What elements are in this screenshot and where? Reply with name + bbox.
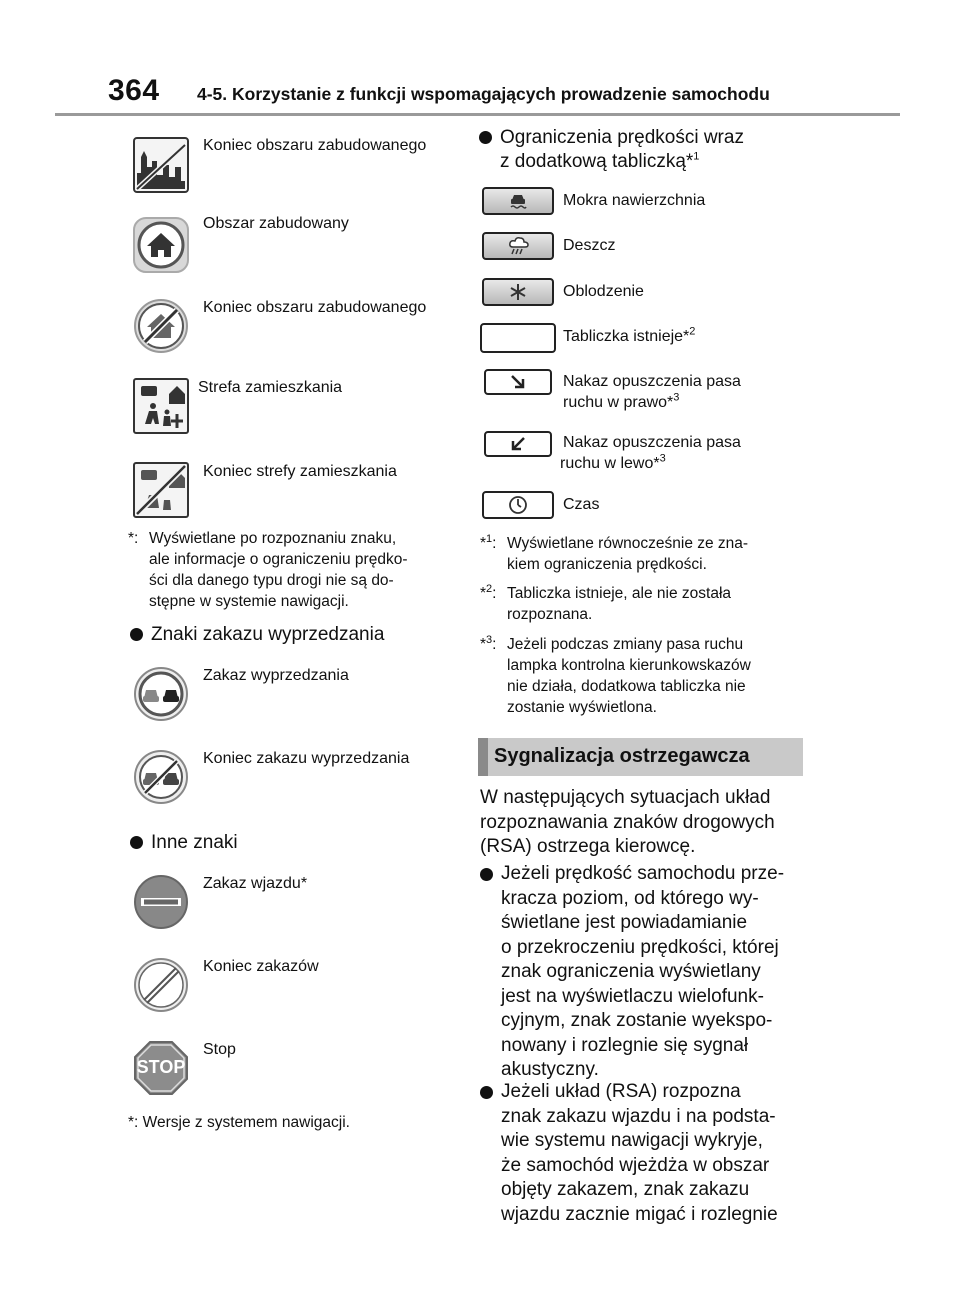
section-bar xyxy=(478,738,488,776)
plate-label: Nakaz opuszczenia pasa ruchu w prawo*$^3$ xyxy=(563,373,741,411)
section-header xyxy=(478,738,803,776)
page-number: 364 xyxy=(108,74,160,107)
plate-ice xyxy=(482,278,554,306)
sign-label: Stop xyxy=(203,1041,236,1058)
plate-label: Tabliczka istnieje*$^2$ xyxy=(563,325,696,345)
blank-plate-icon xyxy=(480,323,556,353)
chapter-title: 4-5. Korzystanie z funkcji wspomagających prowadzenie samochodu xyxy=(197,84,770,104)
plate-time xyxy=(482,491,554,519)
end-built-up-area-house-icon xyxy=(133,298,189,359)
sign-label: Zakaz wyprzedzania xyxy=(203,667,349,684)
plate-label: Deszcz xyxy=(563,237,616,254)
built-up-area-house-icon xyxy=(133,217,189,278)
header-rule xyxy=(55,113,900,116)
plate-label: Mokra nawierzchnia xyxy=(563,192,706,209)
no-entry-icon xyxy=(133,874,189,935)
plate-label: Czas xyxy=(563,496,600,513)
bullet-icon xyxy=(480,868,493,881)
residential-zone-icon xyxy=(133,378,189,439)
end-built-up-area-city-icon xyxy=(133,137,189,198)
sign-label: Koniec zakazu wyprzedzania xyxy=(203,750,410,767)
sign-label: Koniec obszaru zabudowanego xyxy=(203,137,427,154)
plate-label: Oblodzenie xyxy=(563,283,644,300)
bullet-heading: Ograniczenia prędkości wraz z dodatkową tabliczką*$^1$ xyxy=(479,126,809,176)
end-no-overtaking-icon xyxy=(133,749,189,810)
bullet-heading: Inne znaki xyxy=(130,831,460,857)
bullet-icon xyxy=(130,628,143,641)
clock-icon xyxy=(508,495,528,515)
plate-wet-road xyxy=(482,187,554,215)
footnote: *$^2$: Tabliczka istnieje, ale nie została rozpoznana. xyxy=(480,582,732,623)
stop-sign-text: STOP xyxy=(136,1057,186,1077)
footnote: *: Wersje z systemem nawigacji. xyxy=(128,1114,350,1131)
arrow-down-left-icon xyxy=(508,435,528,453)
bullet-icon xyxy=(480,1086,493,1099)
end-residential-zone-icon xyxy=(133,462,189,523)
bullet-icon xyxy=(130,836,143,849)
plate-rain xyxy=(482,232,554,260)
intro-paragraph: W następujących sytuacjach układ rozpoznawania znaków drogowych (RSA) ostrzega kierowcę. xyxy=(480,787,775,857)
footnote-marker: *: xyxy=(128,530,139,547)
no-overtaking-icon xyxy=(133,666,189,727)
snowflake-icon xyxy=(508,282,528,302)
end-of-restrictions-icon xyxy=(133,957,189,1018)
plate-leave-lane-right xyxy=(484,369,552,395)
sign-label: Strefa zamieszkania xyxy=(198,379,343,396)
arrow-down-right-icon xyxy=(508,373,528,391)
rain-icon xyxy=(508,236,530,256)
sign-label: Obszar zabudowany xyxy=(203,215,349,232)
wet-road-icon xyxy=(508,191,528,211)
stop-icon xyxy=(133,1040,189,1101)
plate-leave-lane-left xyxy=(484,431,552,457)
footnote: *$^1$: Wyświetlane równocześnie ze zna- kiem ograniczenia prędkości. xyxy=(480,532,749,573)
sign-label: Zakaz wjazdu* xyxy=(203,875,308,892)
bullet-icon xyxy=(479,131,492,144)
footnote: *: Wyświetlane po rozpoznaniu znaku, ale informacje o ograniczeniu prędko- ści dla danego typu drogi nie są do- stępne w systemie nawigacji. xyxy=(128,530,408,610)
bullet-heading: Znaki zakazu wyprzedzania xyxy=(130,623,460,649)
sign-label: Koniec strefy zamieszkania xyxy=(203,463,397,480)
sign-label: Koniec zakazów xyxy=(203,958,319,975)
section-title: Sygnalizacja ostrzegawcza xyxy=(494,745,750,767)
plate-label: Nakaz opuszczenia pasa ruchu w lewo*$^3$ xyxy=(560,434,741,472)
footnote: *$^3$: Jeżeli podczas zmiany pasa ruchu lampka kontrolna kierunkowskazów nie działa, dodatkowa tabliczka nie zostanie wyświetlona. xyxy=(480,633,751,716)
sign-label: Koniec obszaru zabudowanego xyxy=(203,299,427,316)
